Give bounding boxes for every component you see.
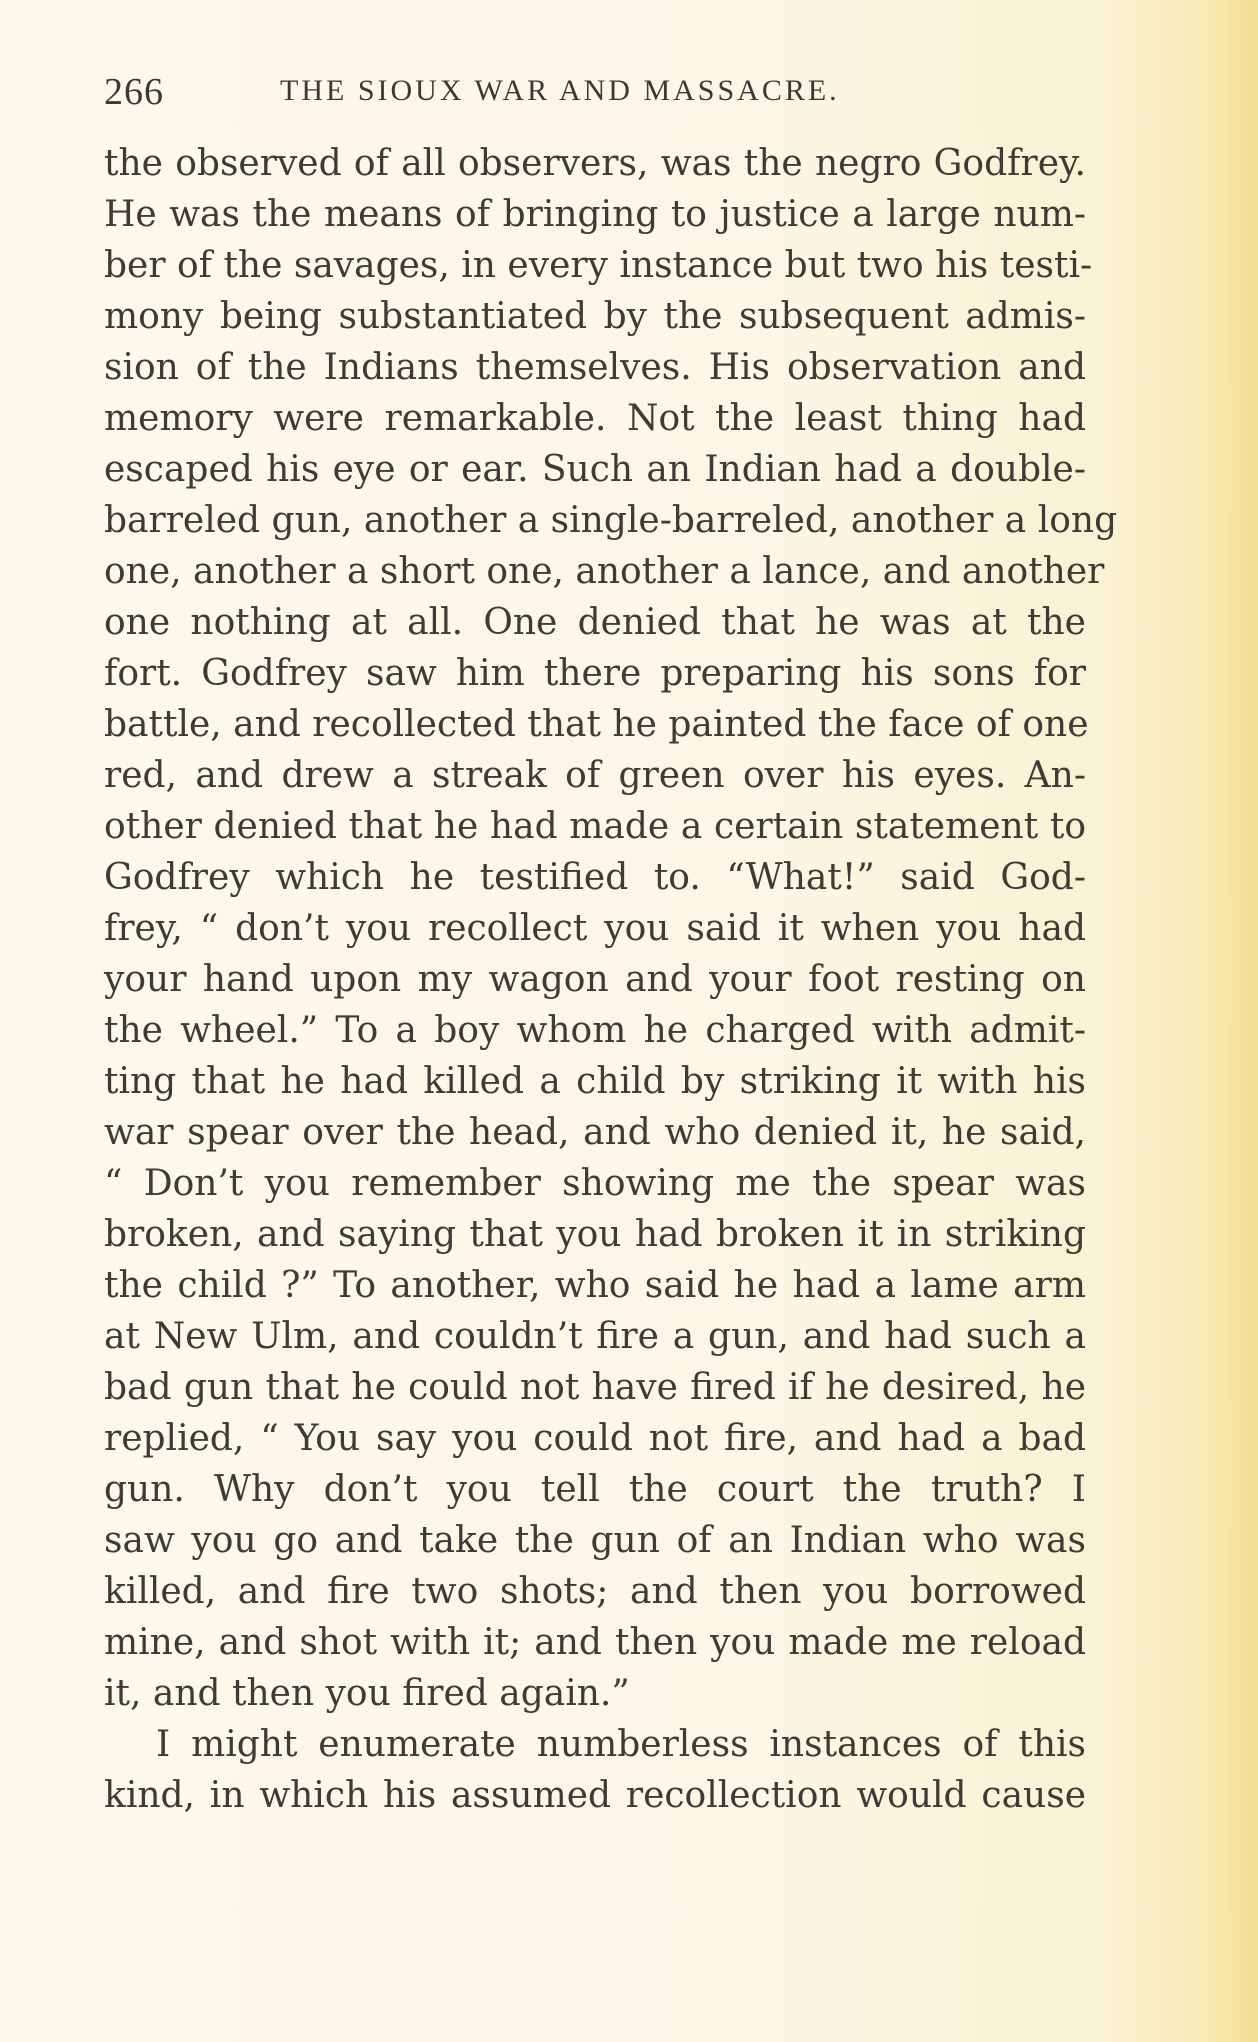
running-title: THE SIOUX WAR AND MASSACRE. xyxy=(280,74,840,107)
body-text xyxy=(104,138,1118,1821)
text-line: replied, “ You say you could not fire, and had a bad xyxy=(104,1418,1086,1459)
page-header xyxy=(104,64,1084,116)
text-line: red, and drew a streak of green over his eyes. An- xyxy=(104,755,1086,796)
text-line: frey, “ don’t you recollect you said it when you had xyxy=(104,908,1086,949)
text-line: your hand upon my wagon and your foot resting on xyxy=(104,959,1086,1000)
text-line: killed, and fire two shots; and then you borrowed xyxy=(104,1571,1086,1612)
text-line: barreled gun, another a single-barreled, another a long xyxy=(104,500,1118,541)
text-line: kind, in which his assumed recollection would cause xyxy=(104,1775,1086,1816)
text-line: fort. Godfrey saw him there preparing his sons for xyxy=(104,653,1086,694)
text-line: Godfrey which he testified to. “What!” said God- xyxy=(104,857,1086,898)
text-line: it, and then you fired again.” xyxy=(104,1673,630,1714)
text-line: gun. Why don’t you tell the court the truth? I xyxy=(104,1469,1086,1510)
text-line: battle, and recollected that he painted the face of one xyxy=(104,704,1089,745)
text-line: ting that he had killed a child by striking it with his xyxy=(104,1061,1086,1102)
text-line: one, another a short one, another a lance, and another xyxy=(104,551,1105,592)
text-line: escaped his eye or ear. Such an Indian had a double- xyxy=(104,449,1086,490)
text-line: at New Ulm, and couldn’t fire a gun, and had such a xyxy=(104,1316,1086,1357)
text-line: the wheel.” To a boy whom he charged with admit- xyxy=(104,1010,1086,1051)
text-line: memory were remarkable. Not the least thing had xyxy=(104,398,1086,439)
text-line: sion of the Indians themselves. His observation and xyxy=(104,347,1086,388)
text-line: other denied that he had made a certain statement to xyxy=(104,806,1086,847)
text-line: He was the means of bringing to justice a large num- xyxy=(104,194,1086,235)
text-line: I might enumerate numberless instances of this xyxy=(156,1724,1086,1765)
text-line: broken, and saying that you had broken it in striking xyxy=(104,1214,1086,1255)
text-line: bad gun that he could not have fired if he desired, he xyxy=(104,1367,1086,1408)
text-line: mony being substantiated by the subsequent admis- xyxy=(104,296,1086,337)
text-line: “ Don’t you remember showing me the spear was xyxy=(104,1163,1086,1204)
text-line: one nothing at all. One denied that he was at the xyxy=(104,602,1086,643)
page-number: 266 xyxy=(104,71,164,113)
text-line: mine, and shot with it; and then you made me reload xyxy=(104,1622,1086,1663)
text-line: the observed of all observers, was the negro Godfrey. xyxy=(104,143,1086,184)
text-line: ber of the savages, in every instance but two his testi- xyxy=(104,245,1093,286)
text-line: the child ?” To another, who said he had a lame arm xyxy=(104,1265,1086,1306)
text-line: war spear over the head, and who denied it, he said, xyxy=(104,1112,1086,1153)
text-line: saw you go and take the gun of an Indian who was xyxy=(104,1520,1086,1561)
